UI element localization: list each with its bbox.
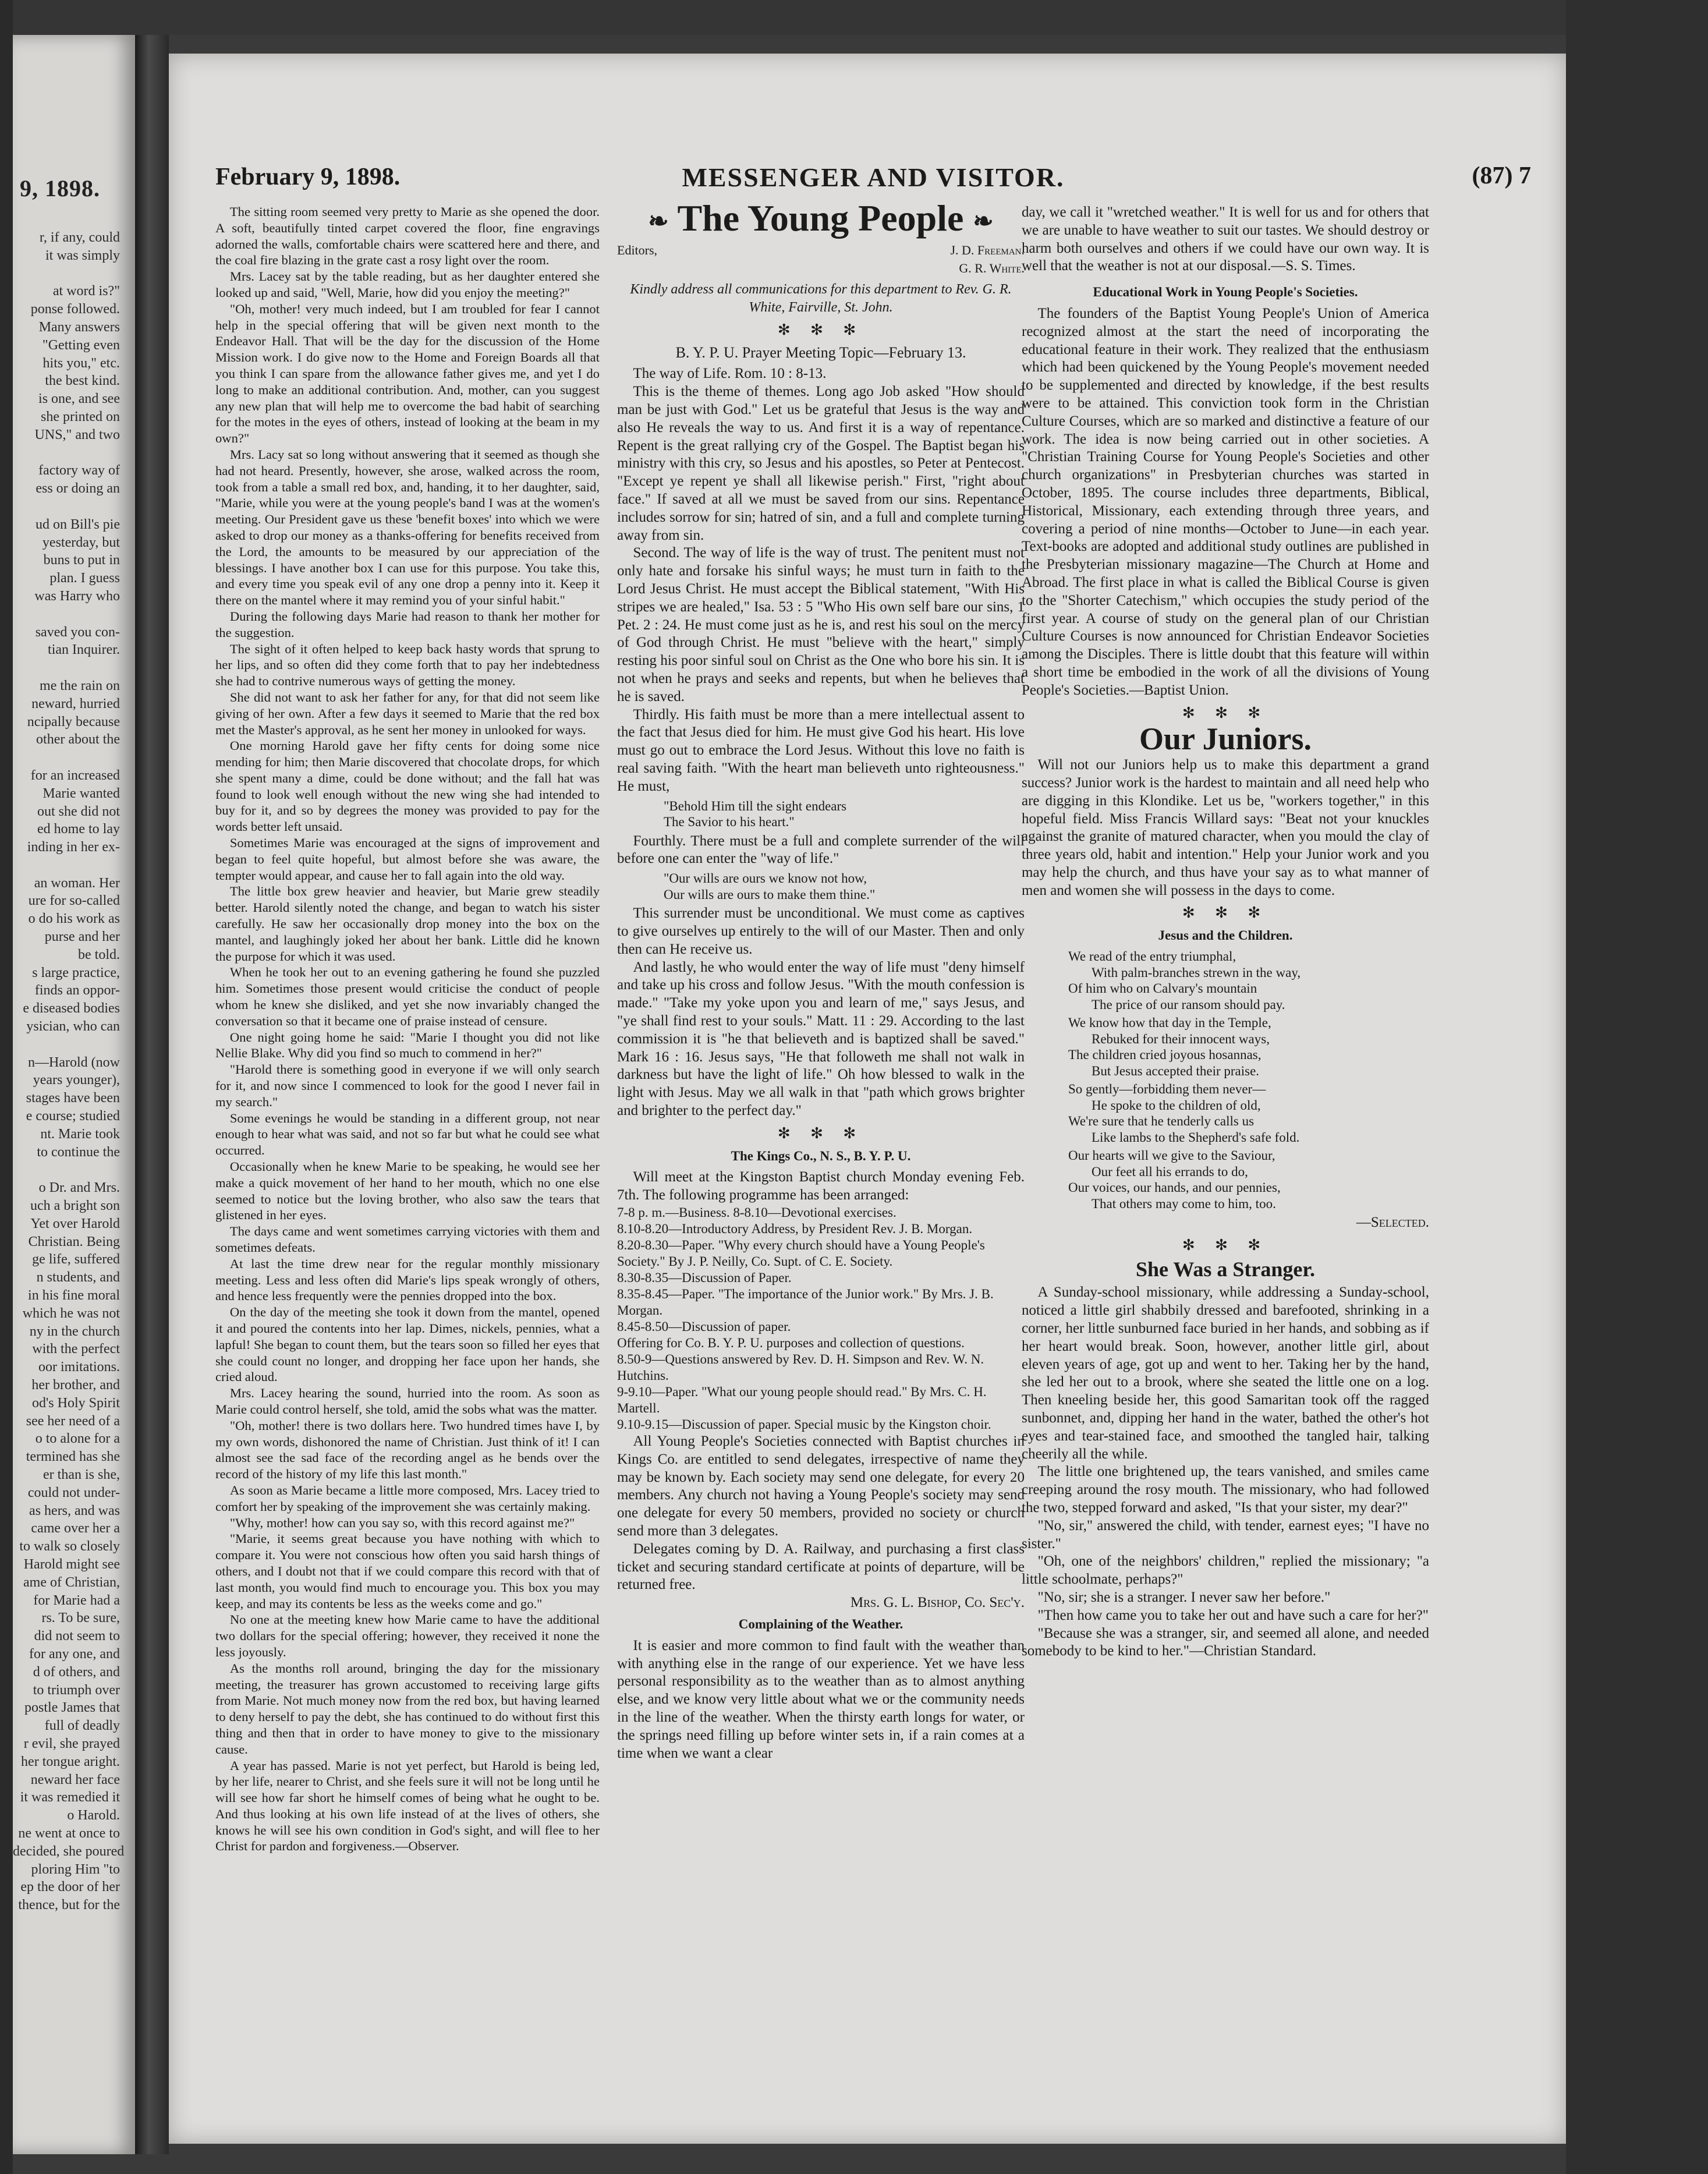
paragraph: Sometimes Marie was encouraged at the signs of improvement and began to feel quite hopeful, but almost before she was aware, the tempter would appear, and cause her to fall again into the old way. [215, 835, 600, 883]
previous-page-line: uch a bright son [30, 1198, 120, 1214]
poem-line: We read of the entry triumphal, [1068, 949, 1236, 964]
stranger-story [1022, 1284, 1429, 1660]
previous-page-line: purse and her [44, 929, 120, 945]
previous-page-line: rs. To be sure, [41, 1610, 120, 1626]
previous-page-line: Christian. Being [28, 1234, 120, 1249]
paragraph: As the months roll around, bringing the day for the missionary meeting, the treasurer has grown accustomed to receiving large gifts from Marie. Not much money now from the red box, but having learned to deny herself to pay the debt, she has continued to do without first this thing and then that in order to have money to give to the missionary cause. [215, 1660, 600, 1757]
paragraph: She did not want to ask her father for any, for that did not seem like giving of her own. After a few days it seemed to Marie that the red box met the Master's approval, as he sent her money in unlooked for ways. [215, 689, 600, 737]
scan-top-edge [0, 0, 1708, 35]
previous-page-line: hits you," etc. [42, 355, 120, 371]
page-header [215, 158, 1531, 199]
previous-page-line [13, 606, 120, 624]
previous-page-line: ep the door of her [20, 1879, 120, 1895]
paragraph: The little one brightened up, the tears vanished, and smiles came creeping around the rosy mouth. The missionary, who had followed the two, stepped forward and asked, "Is that your sister, my dear?" [1022, 1464, 1429, 1516]
paragraph: And lastly, he who would enter the way of life must "deny himself and take up his cross and follow Jesus. "With the mouth confession is made." "Take my yoke upon you and learn of me," says Jesus, and "ye shall find rest to your souls." Matt. 11 : 29. According to the last commission it is "he that believeth and is baptized shall be saved." Mark 16 : 16. Jesus says, "He that followeth me shall not walk in darkness but have the light of life." Oh how blessed to walk in the light with Jesus. May we all walk in that "path which grows brighter and brighter to the perfect day." [617, 959, 1025, 1118]
previous-page-line: an woman. Her [34, 875, 120, 891]
previous-page-line: ed home to lay [37, 822, 120, 837]
previous-page-line: er than is she, [43, 1467, 120, 1482]
separator-stars: ✻ ✻ ✻ [777, 321, 864, 338]
prayer-topic-heading: B. Y. P. U. Prayer Meeting Topic—February 13. [675, 344, 966, 361]
previous-page-line: for Marie had a [33, 1592, 120, 1608]
poem [1022, 948, 1429, 1212]
verse-quote [664, 870, 1025, 902]
paragraph: "Oh, mother! very much indeed, but I am troubled for fear I cannot help in the special offering that will be given next month to the Endeavor Hall. That will be the day for the discussion of the Home Mission work. I do give now to the Home and Foreign Boards all that you think I can spare from the allowance father gives me, and yet I do long to make an additional contribution. And, mother, can you suggest any new plan that will help me to overcome the bad habit of searching for the motes in the eyes of others, instead of looking at the beam in my own?" [215, 301, 600, 446]
previous-page-line: me the rain on [40, 678, 120, 693]
previous-page-line: in his fine moral [28, 1288, 120, 1304]
programme-item: 8.35-8.45—Paper. "The importance of the Junior work." By Mrs. J. B. Morgan. [617, 1286, 994, 1318]
paragraph: "Because she was a stranger, sir, and seemed all alone, and needed somebody to be kind to her."—Christian Standard. [1022, 1625, 1429, 1659]
previous-page-line: o do his work as [28, 911, 120, 927]
previous-page-line [13, 749, 120, 767]
separator-stars: ✻ ✻ ✻ [777, 1124, 864, 1142]
paragraph: A Sunday-school missionary, while addressing a Sunday-school, noticed a little girl shabbily dressed and barefooted, shrinking in a corner, her little sunburned face buried in her hands, and sobbing as if her heart would break. Soon, however, another little girl, about eleven years of age, got up and went to her. Taking her by the hand, she led her out to a brook, where she seated the little one on a log. Then kneeling beside her, this good Samaritan took off the ragged sunbonnet, and, dipping her hand in the water, bathed the other's hot eyes and tear-stained face, and smoothed the tangled hair, talking cheerily all the while. [1022, 1284, 1429, 1462]
poem-line: Our voices, our hands, and our pennies, [1068, 1180, 1281, 1195]
previous-page-line: o to alone for a [35, 1431, 120, 1447]
poem-signature: —Selected. [1356, 1215, 1429, 1231]
poem-stanza [1068, 1081, 1429, 1145]
previous-page-line: Many answers [38, 319, 120, 335]
separator-stars: ✻ ✻ ✻ [1182, 704, 1269, 721]
paragraph: The way of Life. Rom. 10 : 8-13. [633, 366, 827, 382]
previous-page-line: thence, but for the [18, 1897, 120, 1913]
programme-item: 8.45-8.50—Discussion of paper. [617, 1319, 791, 1334]
previous-page-line: ysician, who can [26, 1019, 120, 1035]
paragraph: day, we call it "wretched weather." It is well for us and for others that we are unable to have weather to suit our tastes. We should destroy or harm both ourselves and others if we could have our own way. It is well that the weather is not at our disposal.—S. S. Times. [1022, 204, 1429, 274]
previous-page-line: n—Harold (now [28, 1054, 120, 1070]
previous-page-line: r, if any, could [39, 230, 120, 245]
previous-page-line: finds an oppor- [34, 983, 120, 999]
previous-page-line: o Dr. and Mrs. [38, 1180, 120, 1196]
address-note: Kindly address all communications for this department to Rev. G. R. White, Fairville, St. John. [630, 282, 1012, 316]
ornament-icon: ❧ [648, 208, 669, 235]
poem-line: Our feet all his errands to do, [1092, 1164, 1248, 1179]
programme-item: 8.30-8.35—Discussion of Paper. [617, 1270, 792, 1285]
previous-page-line: postle James that [24, 1700, 120, 1716]
previous-page-line: termined has she [26, 1449, 120, 1465]
previous-page-line: it was remedied it [20, 1790, 120, 1805]
previous-page-line: ure for so-called [28, 893, 120, 909]
previous-page-line: for any one, and [29, 1646, 120, 1662]
paragraph: Thirdly. His faith must be more than a mere intellectual assent to the fact that Jesus died for him. He must give God his heart. His love must go out to embrace the Lord Jesus. Without this love no faith is real saving faith. "With the heart man believeth unto righteousness." He must, [617, 706, 1025, 794]
previous-page-line: r evil, she prayed [23, 1736, 120, 1751]
paragraph: This surrender must be unconditional. We must come as captives to give ourselves up entirely to the will of our Master. Then and only then can He receive us. [617, 905, 1025, 957]
scan-right-edge [1566, 0, 1708, 2174]
paragraph: "No, sir; she is a stranger. I never saw her before." [1037, 1589, 1331, 1606]
previous-page-line: with the perfect [32, 1341, 120, 1357]
previous-page-line: her brother, and [31, 1378, 120, 1393]
paragraph: The founders of the Baptist Young People's Union of America recognized almost at the start the need of incorporating the educational feature in their work. They realized that the enthusiasm which had been quickened by the Young People's movement needed to be supplemented and directed by knowledge, if the best results were to be attained. This conviction took form in the Christian Culture Courses, which are so marked and distinctive a feature of our work. The idea is now being carried out in other societies. A "Christian Training Course for Young People's Societies and other church organizations" in Presbyterian churches was started in October, 1895. The course includes three departments, Biblical, Historical, Missionary, each extending through three years, and covering a period of nine months—October to June—in each year. Text-books are adopted and additional study outlines are published in the Presbyterian missionary magazine—The Church at Home and Abroad. The first place in what is called the Biblical Course is given to the "Shorter Catechism," which occupies the study period of the first year. A course of study on the general plan of our Christian Culture Courses is now announced for Christian Endeavor Societies among the Disciples. There is little doubt that this feature will within a short time be embodied in the work of all the divisions of Young People's Societies.—Baptist Union. [1022, 305, 1429, 698]
paragraph: "Marie, it seems great because you have nothing with which to compare it. You were not conscious how often you said harsh things of others, and I doubt not that if we could compare this record with that of last month, you would find much to encourage you. This box you may keep, and may its contents be less as the weeks come and go." [215, 1531, 600, 1611]
previous-page-line: years younger), [33, 1072, 120, 1088]
poem-line: Of him who on Calvary's mountain [1068, 981, 1257, 996]
scan-left-edge [0, 0, 13, 2174]
previous-page-line: factory way of [38, 463, 120, 479]
young-people-title [617, 204, 1025, 239]
weather-heading: Complaining of the Weather. [738, 1616, 903, 1631]
paragraph: Some evenings he would be standing in a different group, not near enough to hear what was said, and not so far but what he could see what occurred. [215, 1110, 600, 1158]
paragraph: A year has passed. Marie is not yet perfect, but Harold is being led, by her life, nearer to Christ, and she feels sure it will not be long until he will see how far short he himself comes of being what he ought to be. And thus looking at his own life instead of at the lives of others, she knows he will see his own condition in God's sight, and will flee to her Christ for pardon and forgiveness.—Observer. [215, 1758, 600, 1854]
programme-list [617, 1205, 1025, 1433]
poem-line: Our hearts will we give to the Saviour, [1068, 1148, 1275, 1163]
book-gutter [135, 35, 169, 2154]
poem-line: We know how that day in the Temple, [1068, 1015, 1271, 1031]
previous-page-line: ponse followed. [30, 302, 120, 317]
previous-page-line: which he was not [22, 1305, 120, 1321]
previous-page-line: is one, and see [38, 391, 120, 407]
previous-page-line: to triumph over [33, 1682, 120, 1698]
previous-page-line: ncipally because [27, 714, 120, 730]
separator-stars: ✻ ✻ ✻ [1182, 1236, 1269, 1254]
previous-page-line: could not under- [27, 1485, 120, 1500]
editors-line [617, 242, 1025, 278]
programme-item: 7-8 p. m.—Business. 8-8.10—Devotional exercises. [617, 1205, 896, 1220]
paragraph: The little box grew heavier and heavier, but Marie grew steadily better. Harold silently noted the change, and began to watch his sister carefully. He saw her occasionally drop money into the box on the mantel, and laughingly joked her about her bank. Little did he known the purpose for which it was used. [215, 884, 600, 964]
previous-page-line: stages have been [26, 1090, 120, 1106]
previous-page-line: full of deadly [44, 1718, 120, 1734]
poem-line: The children cried joyous hosannas, [1068, 1047, 1261, 1063]
previous-page-line: tian Inquirer. [48, 642, 120, 658]
paragraph: Occasionally when he knew Marie to be speaking, he would see her make a quick movement of her hand to her mouth, which no one else seemed to notice but the loving brother, who also saw the tears that glistened in her eyes. [215, 1159, 600, 1223]
previous-page-line: came over her a [31, 1521, 120, 1536]
verse-quote [664, 798, 1025, 830]
programme-item: 9-9.10—Paper. "What our young people should read." By Mrs. C. H. Martell. [617, 1384, 987, 1415]
previous-page-line: e diseased bodies [23, 1001, 120, 1017]
previous-page-line: e course; studied [26, 1109, 120, 1124]
previous-page-line: ploring Him "to [31, 1861, 120, 1877]
previous-page-line: for an increased [30, 767, 120, 783]
paragraph: When he took her out to an evening gathering he found she puzzled him. Sometimes those present would criticise the conduct of people whom he knew she disliked, and yet she now invariably changed the conversation so that it became one of praise instead of censure. [215, 965, 600, 1028]
previous-page-line: Yet over Harold [30, 1216, 120, 1231]
previous-page-line: ame of Christian, [23, 1574, 120, 1590]
previous-page-line: neward her face [30, 1772, 120, 1787]
previous-page-line: d of others, and [33, 1664, 120, 1680]
previous-page-line: Harold might see [23, 1556, 120, 1572]
paragraph: The sight of it often helped to keep back hasty words that sprung to her lips, and so often did they come forth that to pay her indebtedness she had to contrive numerous ways of getting the money. [215, 641, 600, 689]
previous-page-line [13, 1036, 120, 1054]
previous-page-line [13, 1161, 120, 1179]
previous-page-line: saved you con- [35, 624, 120, 640]
paragraph: The days came and went sometimes carrying victories with them and sometimes defeats. [215, 1224, 600, 1255]
paragraph: It is easier and more common to find fault with the weather than with anything else in the range of our experience. Yet we have less personal responsibility as to the weather than as to almost anything else, and we know very little about what we or the community needs in the line of the weather. When the thirsty earth longs for water, or the springs need filling up before winter sets in, if a rain comes at a time when we want a clear [617, 1637, 1025, 1761]
previous-page-line [13, 659, 120, 677]
previous-page-line: ne went at once to [18, 1825, 120, 1841]
paragraph: One night going home he said: "Marie I thought you did not like Nellie Blake. Why did you find so much to commend in her?" [215, 1029, 600, 1061]
previous-page-line: to walk so closely [19, 1539, 120, 1555]
kings-signature: Mrs. G. L. Bishop, Co. Sec'y. [850, 1595, 1025, 1611]
paragraph: "Harold there is something good in everyone if we will only search for it, and now since I commenced to look for the good I never fail in my search." [215, 1062, 600, 1109]
verse-line: The Savior to his heart." [664, 815, 795, 830]
header-date: February 9, 1898. [215, 164, 401, 190]
our-juniors-heading: Our Juniors. [1139, 721, 1312, 757]
educational-heading: Educational Work in Young People's Societies. [1093, 285, 1358, 300]
paragraph: "Oh, mother! there is two dollars here. Two hundred times have I, by my own words, dishonored the name of Christian. Just think of it! I can almost see the sad face of the recording angel as he bends over the record of the history of my life this last month." [215, 1418, 600, 1482]
programme-item: 8.20-8.30—Paper. "Why every church should have a Young People's Society." By J. P. Neilly, Co. Supt. of C. E. Society. [617, 1237, 985, 1269]
previous-page-line: neward, hurried [31, 696, 120, 711]
paragraph: At last the time drew near for the regular monthly missionary meeting. Less and less often did Marie's lips speak wrongly of others, and hence less frequently were the pennies dropped into the box. [215, 1256, 600, 1304]
poem-line: That others may come to him, too. [1092, 1196, 1276, 1211]
previous-page-line: ny in the church [29, 1323, 120, 1339]
paragraph: Fourthly. There must be a full and complete surrender of the will before one can enter the "way of life." [617, 833, 1025, 867]
paragraph: One morning Harold gave her fifty cents for doing some nice mending for him; then Marie discovered that chocolate drops, for which she spent many a dime, could be done without; and the fall hat was found to look well enough without the new wing she had intended to buy for it, and so by degrees the money was provided to pay for the words better left unsaid. [215, 738, 600, 834]
paragraph: No one at the meeting knew how Marie came to have the additional two dollars for the special offering; however, they received it none the less joyously. [215, 1612, 600, 1659]
editor-name: J. D. Freeman. [950, 242, 1025, 257]
poem-line: So gently—forbidding them never— [1068, 1082, 1266, 1097]
column-juniors [1022, 204, 1429, 2090]
programme-item: 9.10-9.15—Discussion of paper. Special music by the Kingston choir. [617, 1417, 991, 1432]
previous-page-line: decided, she poured [13, 1843, 125, 1859]
programme-item: 8.50-9—Questions answered by Rev. D. H. Simpson and Rev. W. N. Hutchins. [617, 1351, 984, 1383]
poem-line: The price of our ransom should pay. [1092, 997, 1285, 1012]
previous-page-line [13, 856, 120, 874]
previous-page-line: s large practice, [32, 965, 120, 980]
poem-stanza [1068, 1148, 1429, 1212]
previous-page-line: did not seem to [34, 1628, 120, 1644]
previous-page-line [13, 444, 120, 462]
paragraph: "Why, mother! how can you say so, with this record against me?" [229, 1515, 575, 1530]
young-people-title-text: The Young People [677, 204, 964, 239]
poem-line: We're sure that he tenderly calls us [1068, 1114, 1255, 1129]
poem-line: He spoke to the children of old, [1092, 1097, 1261, 1113]
paragraph: "Then how came you to take her out and have such a care for her?" [1037, 1607, 1429, 1623]
previous-page-line: nt. Marie took [40, 1126, 120, 1142]
column-story [215, 204, 600, 2090]
previous-page-date: 9, 1898. [20, 175, 100, 201]
previous-page-line: ud on Bill's pie [36, 516, 120, 532]
previous-page-line: see her need of a [26, 1413, 120, 1429]
previous-page-line [13, 265, 120, 283]
previous-page-line: inding in her ex- [27, 840, 120, 855]
header-page-number: (87) 7 [1472, 162, 1531, 189]
poem-line: With palm-branches strewn in the way, [1092, 965, 1301, 980]
paragraph: Mrs. Lacey sat by the table reading, but as her daughter entered she looked up and said, "Well, Marie, how did you enjoy the meeting?" [215, 269, 600, 300]
poem-stanza [1068, 948, 1429, 1012]
previous-page-line: Marie wanted [42, 785, 120, 801]
poem-line: But Jesus accepted their praise. [1092, 1063, 1260, 1078]
previous-page-line [13, 498, 120, 516]
editor-name: G. R. White. [959, 260, 1025, 275]
paragraph: All Young People's Societies connected with Baptist churches in Kings Co. are entitled to send delegates, irrespective of name they may be known by. Each society may send one delegate, for every 20 members. Any church not having a Young People's society may send one delegate for every 50 members, provided no society or church send more than 3 delegates. [617, 1433, 1025, 1539]
previous-page-text [13, 229, 135, 1914]
previous-page-line: at word is?" [52, 284, 120, 299]
header-title: MESSENGER AND VISITOR. [682, 162, 1065, 192]
programme-item: 8.10-8.20—Introductory Address, by President Rev. J. B. Morgan. [617, 1221, 973, 1236]
previous-page-line: o Harold. [67, 1808, 120, 1824]
previous-page-line: "Getting even [42, 337, 120, 353]
poem-line: Like lambs to the Shepherd's safe fold. [1092, 1130, 1300, 1145]
previous-page-line: plan. I guess [49, 571, 120, 586]
paragraph: Mrs. Lacy sat so long without answering that it seemed as though she had not heard. Presently, however, she arose, walked across the room, took from a table a small red box, and, handing, it to her daughter, said, "Marie, while you were at the young people's band I was at the women's meeting. Our President gave us these 'benefit boxes' into which we were asked to drop our money as a thanks-offering for benefits received from the Lord, the amounts to be measured by our appreciation of the blessings. I have another box I can use for this purpose. You take this, and every time you speak evil of any one drop a penny into it. Keep it there on the mantel where it may remind you of your sinful habit." [215, 447, 600, 608]
poem-stanza [1068, 1015, 1429, 1079]
previous-page-line: other about the [36, 732, 120, 748]
paragraph: This is the theme of themes. Long ago Job asked "How should man be just with God." Let us be grateful that Jesus is the way and also He reveals the way to us. And first it is a way of repentance. Repent is the great rallying cry of the Gospel. The Baptist began his ministry with this cry, so Jesus and his apostles, so Peter at Pentecost. "Except ye repent ye shall all likewise perish." First, "right about face." If saved at all we must be saved from our sins. Repentance includes sorrow for sin; hatred of sin, and a full and complete turning away from sin. [617, 384, 1025, 543]
previous-page-line: ge life, suffered [32, 1252, 120, 1267]
previous-page-line: yesterday, but [42, 534, 120, 550]
paragraph: Second. The way of life is the way of trust. The penitent must not only hate and forsake his sinful ways; he must turn in faith to the Lord Jesus Christ. He must accept the Biblical statement, "With His stripes we are healed," Isa. 53 : 5 "Who His own self bare our sins, 1 Pet. 2 : 24. He must come just as he is, and rest his soul on the mercy of God through Christ. He must "believe with the heart," simply resting his poor sinful soul on Christ as the One who bore his sin. It is not when he prays and seeks and repents, but when he believes that he is saved. [617, 545, 1025, 704]
column-young-people [617, 204, 1025, 2090]
previous-page-line: out she did not [37, 803, 120, 819]
previous-page-line: was Harry who [34, 588, 120, 604]
poem-title: Jesus and the Children. [1158, 928, 1293, 943]
stranger-heading: She Was a Stranger. [1135, 1257, 1316, 1281]
previous-page-line: UNS," and two [34, 427, 120, 442]
verse-line: Our wills are ours to make them thine." [664, 887, 876, 902]
paragraph: "No, sir," answered the child, with tender, earnest eyes; "I have no sister." [1022, 1517, 1429, 1552]
previous-page-line: it was simply [45, 247, 120, 263]
paragraph: Will meet at the Kingston Baptist church Monday evening Feb. 7th. The following programme has been arranged: [617, 1169, 1025, 1203]
paragraph: Will not our Juniors help us to make this department a grand success? Junior work is the hardest to maintain and all need help who are digging in this Klondike. Let us be, "workers together," in this hopeful field. Miss Francis Willard says: "Beat not your knuckles against the granite of matured character, when you mould the clay of three years old, habit and intention." Help your Junior work and you may help the church, and thus have your say as to what manner of men and women she will possess in the days to come. [1022, 757, 1429, 898]
programme-item: Offering for Co. B. Y. P. U. purposes and collection of questions. [617, 1335, 965, 1350]
previous-page-line: oor imitations. [38, 1359, 120, 1375]
paragraph: The sitting room seemed very pretty to Marie as she opened the door. A soft, beautifully tinted carpet covered the floor, fine engravings adorned the walls, comfortable chairs were scattered here and there, and the coal fire blazing in the grate cast a rosy light over the room. [215, 204, 600, 268]
paragraph: On the day of the meeting she took it down from the mantel, opened it and poured the contents into her lap. Dimes, nickels, pennies, what a lapful! She began to count them, but the tears soon so filled her eyes that she could count no longer, and dropping her face upon her hands, she cried aloud. [215, 1305, 600, 1385]
kings-co-heading: The Kings Co., N. S., B. Y. P. U. [731, 1148, 911, 1163]
paragraph: Mrs. Lacey hearing the sound, hurried into the room. As soon as Marie could control herself, she told, amid the sobs what was the matter. [215, 1386, 600, 1417]
paragraph: As soon as Marie became a little more composed, Mrs. Lacey tried to comfort her by speaking of the improvement she was certainly making. [215, 1482, 600, 1514]
ornament-icon: ❧ [973, 208, 994, 235]
verse-line: "Our wills are ours we know not how, [664, 871, 867, 886]
verse-line: "Behold Him till the sight endears [664, 798, 847, 813]
previous-page-line: as hers, and was [29, 1503, 120, 1518]
previous-page-line: ess or doing an [36, 481, 120, 497]
previous-page-line: to continue the [37, 1144, 120, 1160]
previous-page-line: her tongue aright. [21, 1754, 120, 1769]
newspaper-page [169, 54, 1566, 2144]
separator-stars: ✻ ✻ ✻ [1182, 904, 1269, 922]
previous-page-line: be told. [78, 947, 120, 962]
poem-line: Rebuked for their innocent ways, [1092, 1031, 1270, 1046]
previous-page-line: she printed on [41, 409, 120, 424]
previous-page-line: n students, and [36, 1270, 120, 1286]
editors-names [950, 242, 1025, 278]
previous-page-line: od's Holy Spirit [31, 1395, 120, 1411]
editors-label: Editors, [617, 242, 658, 257]
paragraph: Delegates coming by D. A. Railway, and purchasing a first class ticket and securing standard certificate at points of departure, will be returned free. [617, 1541, 1025, 1593]
previous-page-fragment [13, 35, 135, 2154]
paragraph: During the following days Marie had reason to thank her mother for the suggestion. [215, 608, 600, 640]
previous-page-line: the best kind. [45, 373, 120, 389]
paragraph: "Oh, one of the neighbors' children," replied the missionary; "a little schoolmate, perhaps?" [1022, 1553, 1429, 1588]
previous-page-line: buns to put in [43, 553, 120, 568]
